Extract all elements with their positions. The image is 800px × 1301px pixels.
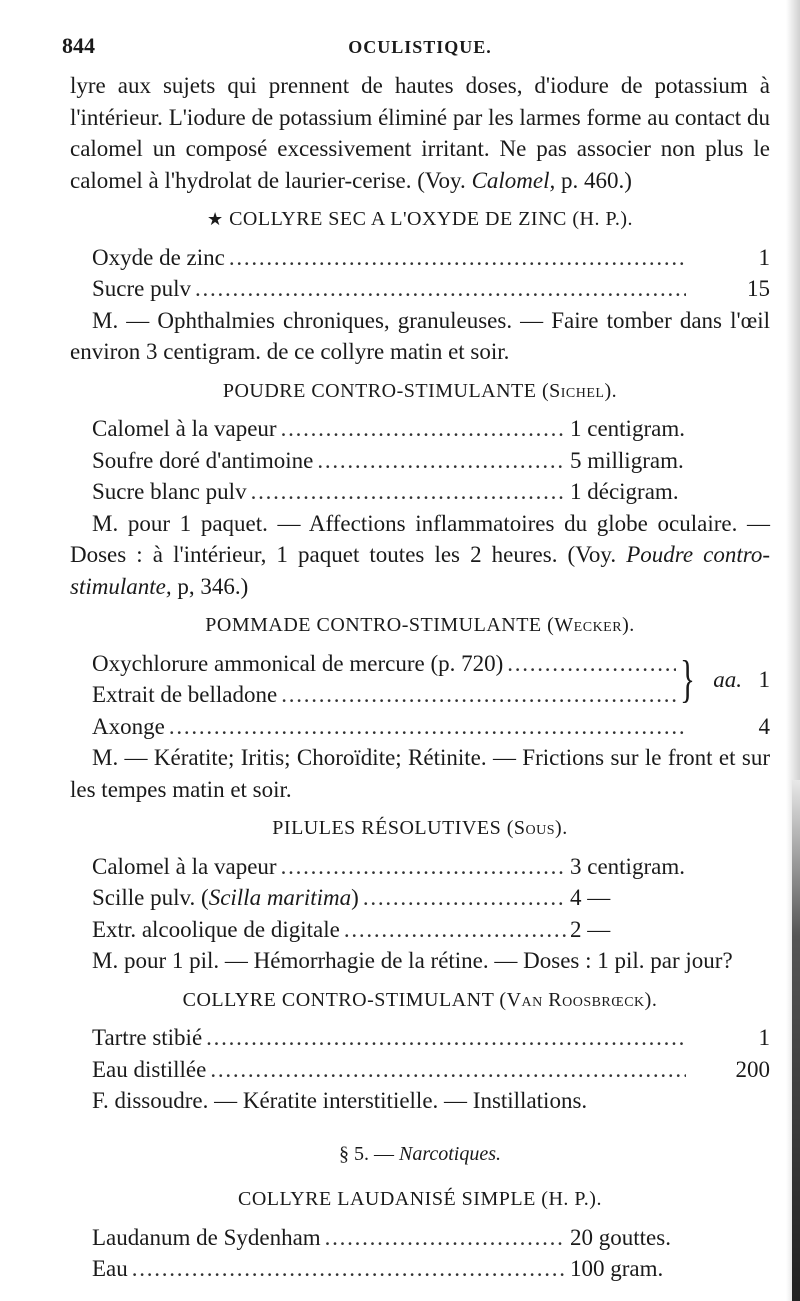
ingredient-row <box>70 1222 770 1254</box>
ingredient-row <box>70 648 770 680</box>
ingredient-row <box>70 711 770 743</box>
recipe-title: POMMADE CONTRO-STIMULANTE (Wecker). <box>205 614 635 636</box>
book-page <box>62 0 771 1285</box>
page-number: 844 <box>62 33 95 58</box>
ingredient-qty: 1 <box>758 244 770 270</box>
book-binding-edge <box>792 780 800 1301</box>
ingredient-name: Eau distillée <box>92 1056 207 1082</box>
intro-paragraph: lyre aux sujets qui prennent de hautes doses, d'iodure de potassium à l'intérieur. L'iodure de potassium éliminé par les larmes forme au contact du calomel un composé excessivement irritant. Ne pas associer non plus le calomel à l'hydrolat de laurier-cerise. (Voy. Calomel, p. 460.) <box>70 73 770 193</box>
brace-qty: 1 <box>758 666 770 692</box>
ingredient-row <box>70 1054 770 1086</box>
ingredient-name: Oxyde de zinc <box>92 244 225 270</box>
ingredient-row <box>70 476 770 508</box>
ingredient-qty: 5 milligram. <box>570 447 684 473</box>
ingredient-qty: 2 — <box>570 916 611 942</box>
ingredient-row <box>70 914 770 946</box>
ingredient-name: Extr. alcoolique de digitale <box>92 916 340 942</box>
recipe-title: ★ COLLYRE SEC A L'OXYDE DE ZINC (H. P.). <box>206 208 634 230</box>
ingredient-row <box>70 1022 770 1054</box>
ingredient-row <box>70 851 770 883</box>
ingredient-row <box>70 679 770 711</box>
recipe-title: PILULES RÉSOLUTIVES (Sous). <box>272 817 568 839</box>
ingredient-qty: 4 <box>758 713 770 739</box>
ingredient-name: Eau <box>92 1256 128 1281</box>
ingredient-name: Scille pulv. (Scilla maritima) <box>92 885 359 910</box>
recipe-title: POUDRE CONTRO-STIMULANTE (Sichel). <box>222 379 618 402</box>
ingredient-row <box>70 445 770 477</box>
ingredient-qty: 1 <box>758 1025 770 1050</box>
ingredient-qty: 1 décigram. <box>570 479 679 504</box>
ingredient-name: Sucre blanc pulv <box>92 479 247 504</box>
ingredient-name: Axonge <box>92 713 165 739</box>
ingredient-qty: 4 — <box>570 885 611 910</box>
ingredient-row <box>70 1253 770 1285</box>
recipe-title: COLLYRE LAUDANISÉ SIMPLE (H. P.). <box>238 1188 602 1210</box>
ingredient-name: Laudanum de Sydenham <box>92 1224 321 1250</box>
ingredient-name: Extrait de belladone <box>92 682 278 707</box>
ingredient-name: Tartre stibié <box>92 1025 203 1050</box>
ingredient-qty: 100 gram. <box>570 1256 664 1281</box>
ingredient-name: Oxychlorure ammonical de mercure (p. 720) <box>92 650 504 676</box>
ingredient-qty: 15 <box>747 276 770 301</box>
section-heading: § 5. — Narcotiques. <box>338 1142 502 1165</box>
recipe-note: M. pour 1 paquet. — Affections inflammatoires du globe oculaire. — Doses : à l'intérieur, 1 paquet toutes les 2 heures. (Voy. Poudre contro-stimulante, p, 346.) <box>70 510 771 599</box>
ingredient-row <box>70 242 770 274</box>
ingredient-row <box>70 882 770 914</box>
running-title: OCULISTIQUE. <box>348 37 492 57</box>
braced-ingredients <box>70 648 770 711</box>
brace-label: aa. <box>713 666 742 692</box>
ingredient-row <box>70 273 770 305</box>
ingredient-qty: 200 <box>735 1056 770 1082</box>
recipe-note: F. dissoudre. — Kératite interstitielle. — Instillations. <box>92 1088 588 1113</box>
brace-symbol: } <box>680 650 696 708</box>
ingredient-qty: 1 centigram. <box>570 416 685 441</box>
ingredient-qty: 3 centigram. <box>570 853 685 879</box>
recipe-note: M. — Ophthalmies chroniques, granuleuses. — Faire tomber dans l'œil environ 3 centigram. de ce collyre matin et soir. <box>70 307 770 364</box>
recipe-note: M. — Kératite; Iritis; Choroïdite; Rétinite. — Frictions sur le front et sur les tempes matin et soir. <box>70 745 770 802</box>
ingredient-name: Calomel à la vapeur <box>92 853 277 879</box>
star-icon: ★ <box>206 209 224 229</box>
ingredient-name: Soufre doré d'antimoine <box>92 447 314 473</box>
recipe-note: M. pour 1 pil. — Hémorrhagie de la rétine. — Doses : 1 pil. par jour? <box>92 948 733 973</box>
ingredient-row <box>70 413 770 445</box>
recipe-title: COLLYRE CONTRO-STIMULANT (Van Roosbrœck). <box>182 988 658 1011</box>
page-header <box>62 0 770 70</box>
ingredient-qty: 20 gouttes. <box>570 1224 671 1250</box>
ingredient-name: Calomel à la vapeur <box>92 416 277 441</box>
ingredient-name: Sucre pulv <box>92 276 192 301</box>
